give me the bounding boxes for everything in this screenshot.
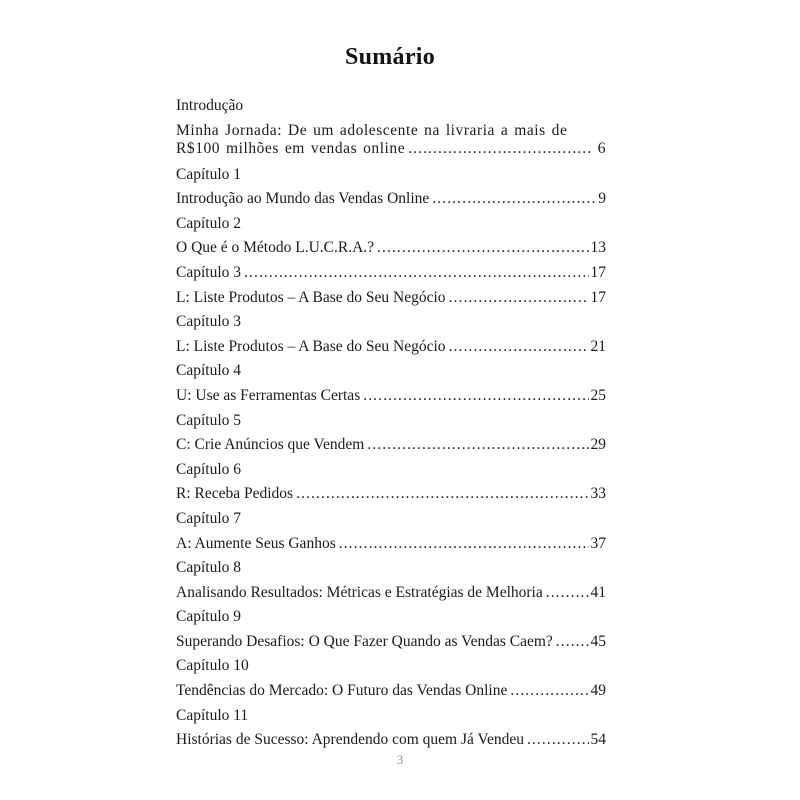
toc-page-number: 17 bbox=[590, 288, 606, 306]
dot-leader bbox=[527, 728, 589, 753]
toc-entry bbox=[176, 286, 606, 311]
dot-leader bbox=[363, 384, 588, 409]
toc-entry bbox=[176, 532, 606, 557]
toc-entry bbox=[176, 433, 606, 458]
toc-entry-label: Minha Jornada: De um adolescente na livraria a mais de bbox=[176, 121, 568, 139]
toc-entry bbox=[176, 384, 606, 409]
toc-entry bbox=[176, 630, 606, 655]
toc-entry-label: U: Use as Ferramentas Certas bbox=[176, 386, 361, 404]
toc-entry-label: Capítulo 9 bbox=[176, 608, 242, 626]
toc-chapter-heading bbox=[176, 310, 606, 335]
toc-page-number: 29 bbox=[590, 436, 606, 454]
toc-page-number: 25 bbox=[590, 386, 606, 404]
toc-chapter-heading bbox=[176, 359, 606, 384]
toc-entry bbox=[176, 335, 606, 360]
toc-chapter-heading bbox=[176, 704, 606, 729]
toc-page-number: 9 bbox=[598, 190, 606, 208]
toc-entry bbox=[176, 187, 606, 212]
toc-entry bbox=[176, 236, 606, 261]
toc-page-number: 49 bbox=[590, 682, 606, 700]
dot-leader bbox=[449, 286, 589, 311]
dot-leader bbox=[546, 581, 589, 606]
dot-leader bbox=[339, 532, 589, 557]
toc-entry-label: Histórias de Sucesso: Aprendendo com quem Já Vendeu bbox=[176, 731, 524, 749]
toc-chapter-heading bbox=[176, 556, 606, 581]
toc-chapter-heading bbox=[176, 409, 606, 434]
toc-entry-label-continued: R$100 milhões em vendas online bbox=[176, 140, 406, 158]
toc-entry-label: Capítulo 10 bbox=[176, 657, 249, 675]
toc-page-number: 21 bbox=[590, 337, 606, 355]
toc-page-number: 45 bbox=[590, 632, 606, 650]
toc-page-number: 41 bbox=[590, 583, 606, 601]
toc-entry-label: Capítulo 7 bbox=[176, 509, 242, 527]
dot-leader bbox=[367, 433, 588, 458]
toc-chapter-heading bbox=[176, 94, 606, 119]
toc-chapter-heading bbox=[176, 654, 606, 679]
toc-entry-label: O Que é o Método L.U.C.R.A.? bbox=[176, 239, 375, 257]
toc-entry-label: Capítulo 1 bbox=[176, 165, 242, 183]
dot-leader bbox=[449, 335, 589, 360]
toc-chapter-heading bbox=[176, 212, 606, 237]
toc-chapter-heading bbox=[176, 458, 606, 483]
dot-leader bbox=[408, 140, 593, 159]
toc-page-number: 6 bbox=[597, 140, 606, 158]
toc-entry-label: A: Aumente Seus Ganhos bbox=[176, 534, 336, 552]
toc-entry-label: Capítulo 2 bbox=[176, 214, 242, 232]
toc-page-number: 17 bbox=[590, 263, 606, 281]
toc-page-number: 13 bbox=[590, 239, 606, 257]
toc-entry-label: Capítulo 3 bbox=[176, 263, 242, 281]
table-of-contents bbox=[176, 94, 606, 753]
toc-chapter-heading bbox=[176, 163, 606, 188]
toc-page-number: 37 bbox=[590, 534, 606, 552]
dot-leader bbox=[556, 630, 589, 655]
toc-entry-label: Capítulo 3 bbox=[176, 313, 242, 331]
toc-entry-label: Introdução bbox=[176, 97, 244, 114]
footer-page-number: 3 bbox=[396, 753, 404, 767]
toc-entry bbox=[176, 482, 606, 507]
toc-entry-label: Capítulo 4 bbox=[176, 362, 242, 380]
dot-leader bbox=[510, 679, 588, 704]
toc-entry bbox=[176, 581, 606, 606]
toc-entry-label: Analisando Resultados: Métricas e Estratégias de Melhoria bbox=[176, 583, 543, 601]
page-title: Sumário bbox=[344, 44, 436, 70]
toc-entry-label: Capítulo 8 bbox=[176, 559, 242, 577]
toc-entry-label: Superando Desafios: O Que Fazer Quando as Vendas Caem? bbox=[176, 632, 553, 650]
toc-entry-label: L: Liste Produtos – A Base do Seu Negócio bbox=[176, 337, 446, 355]
toc-entry bbox=[176, 119, 606, 163]
toc-entry-label: Capítulo 5 bbox=[176, 411, 242, 429]
toc-entry-label: Introdução ao Mundo das Vendas Online bbox=[176, 190, 430, 208]
toc-chapter-heading bbox=[176, 507, 606, 532]
toc-entry-label: C: Crie Anúncios que Vendem bbox=[176, 436, 365, 454]
toc-entry-label: Capítulo 11 bbox=[176, 706, 249, 724]
dot-leader bbox=[432, 187, 596, 212]
toc-entry bbox=[176, 261, 606, 286]
toc-entry-label: R: Receba Pedidos bbox=[176, 485, 294, 503]
toc-entry-label: Tendências do Mercado: O Futuro das Vendas Online bbox=[176, 682, 508, 700]
toc-chapter-heading bbox=[176, 605, 606, 630]
toc-page-number: 54 bbox=[590, 731, 606, 749]
toc-entry-label: L: Liste Produtos – A Base do Seu Negócio bbox=[176, 288, 446, 306]
dot-leader bbox=[296, 482, 588, 507]
dot-leader bbox=[244, 261, 588, 286]
toc-entry bbox=[176, 679, 606, 704]
toc-entry-label: Capítulo 6 bbox=[176, 460, 242, 478]
toc-entry bbox=[176, 728, 606, 753]
dot-leader bbox=[377, 236, 588, 261]
toc-page-number: 33 bbox=[590, 485, 606, 503]
